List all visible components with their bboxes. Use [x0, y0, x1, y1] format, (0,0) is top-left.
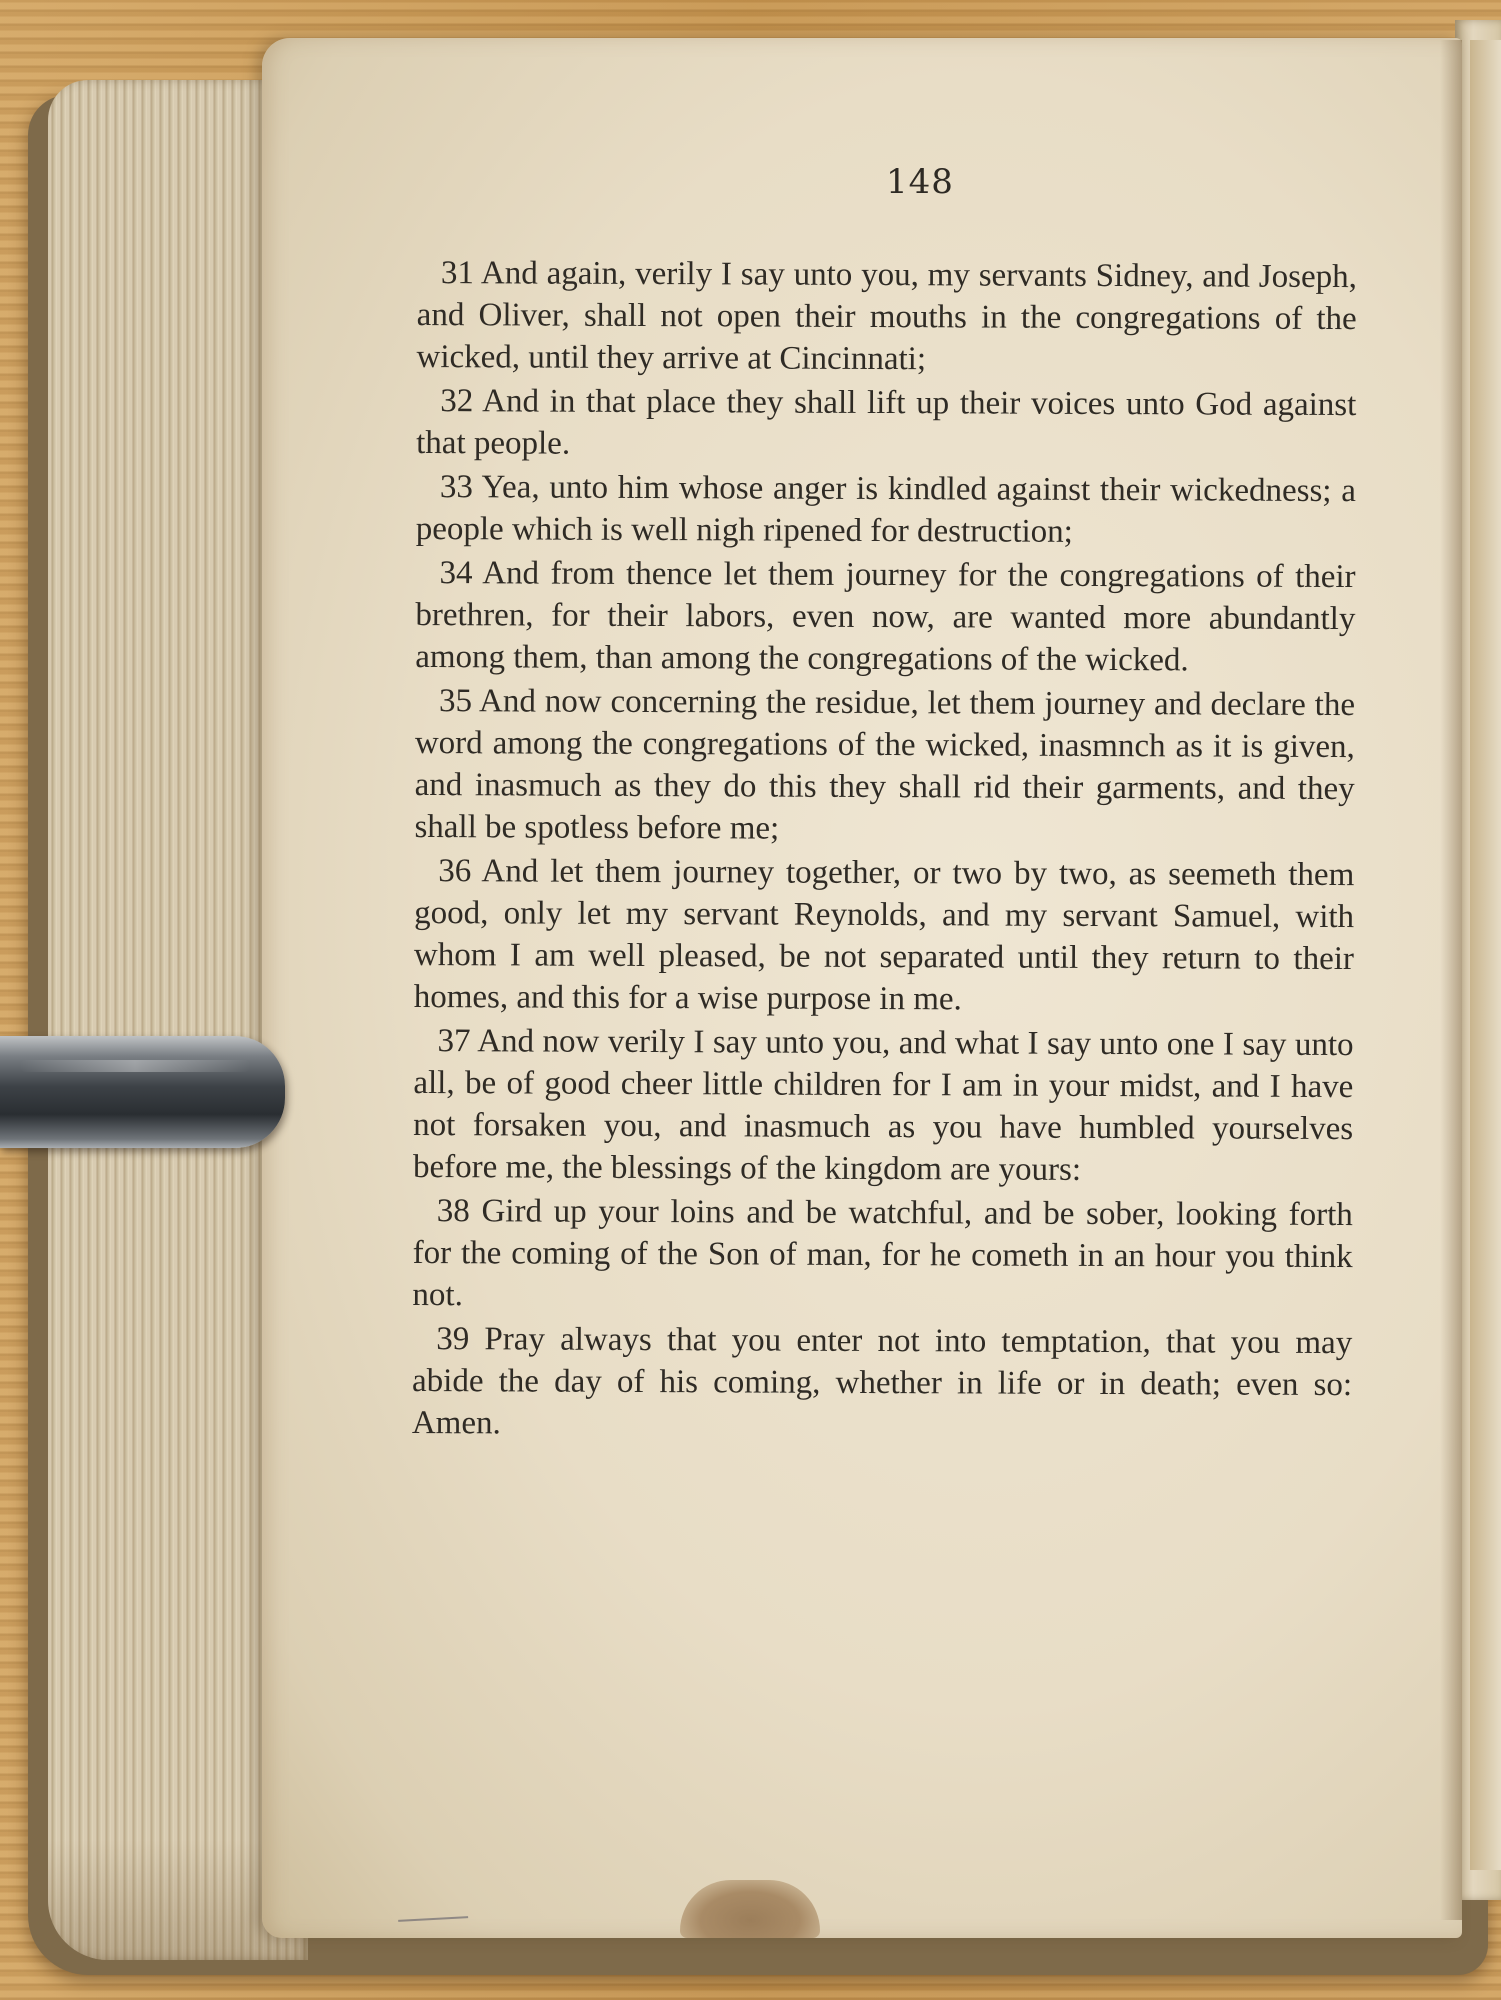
- page-stain: [680, 1880, 820, 1938]
- verse-36: [414, 850, 1355, 1022]
- verse-text: And now verily I say unto you, and what I say unto one I say unto all, be of good cheer little children for I am in your midst, and I have not forsaken you, and inasmuch as you have humbled yourselves before me, the blessings of the kingdom are yours:: [412, 1023, 1354, 1188]
- verse-number: 32: [440, 383, 474, 420]
- verse-number: 38: [436, 1193, 470, 1230]
- page-number: 148: [886, 162, 954, 202]
- verse-38: [412, 1190, 1353, 1320]
- verse-37: [413, 1020, 1354, 1192]
- verse-text-block: [412, 252, 1357, 1450]
- page-gutter-shadow: [1440, 40, 1462, 1920]
- verse-number: 34: [439, 555, 473, 592]
- verse-number: 35: [438, 683, 473, 720]
- verse-34: [415, 552, 1356, 682]
- verse-number: 36: [438, 853, 472, 890]
- verse-31: [416, 252, 1357, 382]
- verse-number: 37: [437, 1023, 471, 1060]
- verse-39: [412, 1318, 1353, 1448]
- verse-text: Yea, unto him whose anger is kindled against their wickedness; a people which is well nigh ripened for destruction;: [415, 469, 1357, 550]
- verse-35: [414, 680, 1355, 852]
- verse-text: And let them journey together, or two by two, as seemeth them good, only let my servant Reynolds, and my servant Samuel, with whom I am well pleased, be not separated until they return to their homes, and this for a wise purpose in me.: [413, 853, 1355, 1018]
- verse-text: Pray always that you enter not into temptation, that you may abide the day of his coming, whether in life or in death; even so: Amen.: [411, 1321, 1353, 1442]
- verse-number: 31: [440, 255, 474, 292]
- knife-blade-bookmark: [0, 1036, 285, 1148]
- verse-text: And again, verily I say unto you, my servants Sidney, and Joseph, and Oliver, shall not open their mouths in the congregations of the wicked, until they arrive at Cincinnati;: [416, 255, 1357, 378]
- verse-text: And now concerning the residue, let them journey and declare the word among the congregations of the wicked, inasmnch as it is given, and inasmuch as they do this they shall rid their garments, and they shall be spotless before me;: [414, 683, 1356, 847]
- verse-33: [416, 466, 1356, 554]
- verse-text: And from thence let them journey for the congregations of their brethren, for their labors, even now, are wanted more abundantly among them, than among the congregations of the wicked.: [415, 555, 1356, 679]
- verse-number: 33: [439, 469, 474, 506]
- verse-text: And in that place they shall lift up their voices unto God against that people.: [416, 383, 1357, 462]
- verse-32: [416, 380, 1356, 468]
- verse-text: Gird up your loins and be watchful, and be sober, looking forth for the coming of the Son of man, for he cometh in an hour you think not.: [412, 1193, 1353, 1314]
- verse-number: 39: [436, 1321, 470, 1358]
- facing-page-edge-inner: [1470, 40, 1501, 1870]
